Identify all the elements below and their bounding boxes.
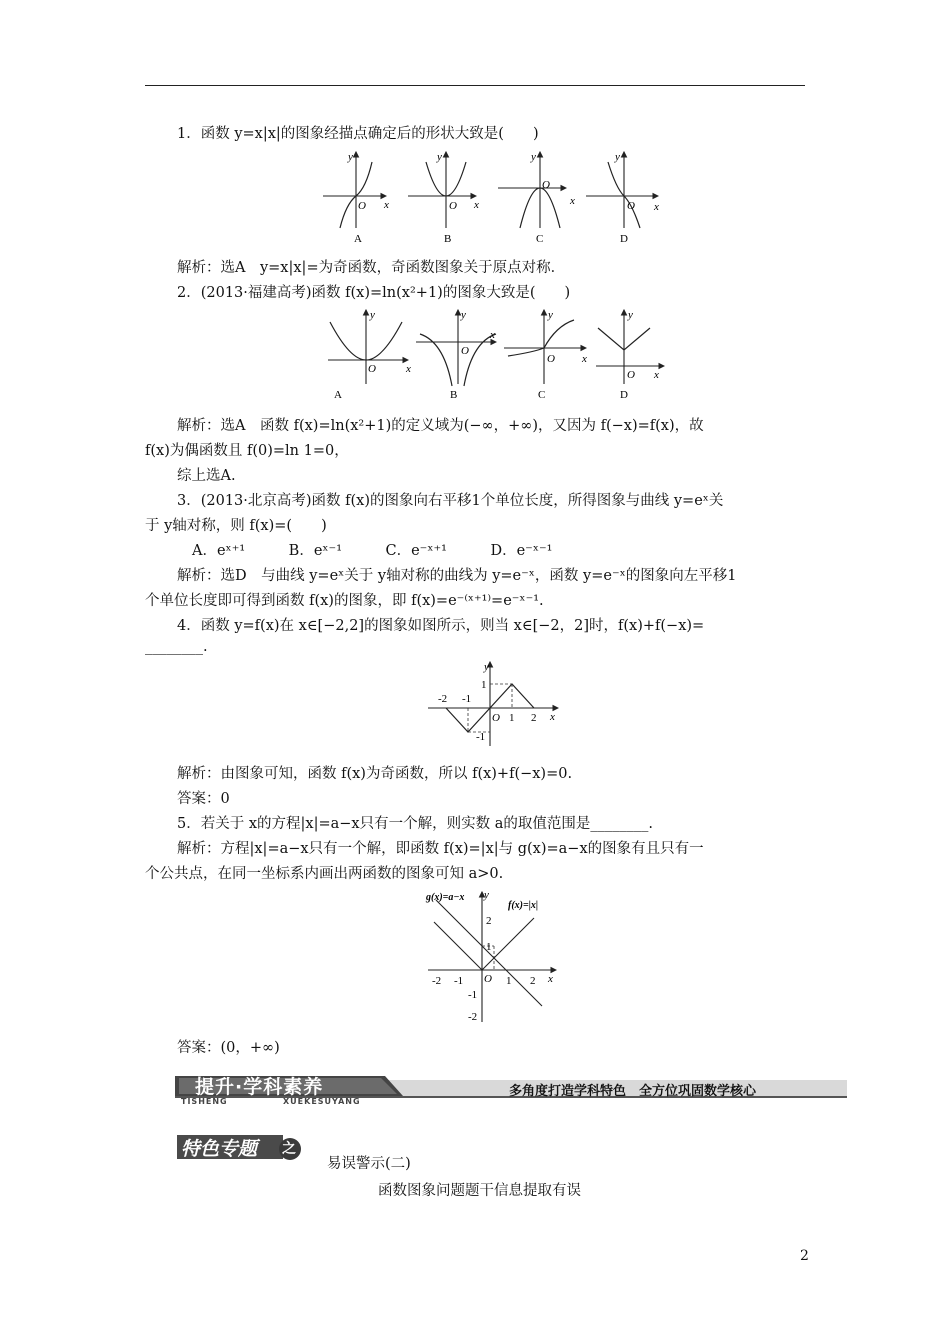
svg-text:A: A bbox=[354, 233, 362, 245]
q3-options: A．eˣ⁺¹ B．eˣ⁻¹ C．e⁻ˣ⁺¹ D．e⁻ˣ⁻¹ bbox=[192, 543, 553, 559]
q2-option-c-graph bbox=[504, 309, 587, 401]
q5-text: 5．若关于 x的方程|x|=a−x只有一个解，则实数 a的取值范围是________. bbox=[177, 816, 653, 832]
q1-text: 1．函数 y=x|x|的图象经描点确定后的形状大致是( ) bbox=[177, 126, 539, 142]
page-number: 2 bbox=[800, 1248, 809, 1264]
svg-text:x: x bbox=[654, 369, 659, 381]
svg-text:y: y bbox=[615, 151, 620, 163]
svg-text:x: x bbox=[550, 711, 555, 723]
svg-text:-2: -2 bbox=[438, 693, 448, 705]
q1-figure bbox=[318, 148, 668, 246]
svg-text:1: 1 bbox=[481, 679, 487, 691]
banner-pinyin-a: TISHENG bbox=[181, 1097, 228, 1106]
special-subtitle: 函数图象问题题干信息提取有误 bbox=[378, 1183, 581, 1199]
a4-text: 解析：由图象可知，函数 f(x)为奇函数，所以 f(x)+f(−x)=0. bbox=[177, 766, 573, 782]
svg-text:A: A bbox=[334, 389, 342, 401]
svg-text:x: x bbox=[548, 973, 553, 985]
a5-text-line1: 解析：方程|x|=a−x只有一个解，即函数 f(x)=|x|与 g(x)=a−x的图象有且只有一 bbox=[177, 841, 704, 857]
svg-text:1: 1 bbox=[509, 712, 515, 724]
svg-text:O: O bbox=[547, 353, 555, 365]
svg-text:O: O bbox=[492, 712, 500, 724]
svg-text:B: B bbox=[444, 233, 452, 245]
a2-text-line3: 综上选A. bbox=[177, 468, 236, 484]
q1-option-c-graph bbox=[498, 151, 575, 245]
svg-text:y: y bbox=[437, 151, 442, 163]
svg-text:2: 2 bbox=[531, 712, 537, 724]
svg-text:2: 2 bbox=[530, 975, 536, 987]
section-banner bbox=[175, 1072, 847, 1108]
special-title: 易误警示(二) bbox=[327, 1156, 411, 1172]
svg-text:O: O bbox=[368, 363, 376, 375]
svg-text:C: C bbox=[538, 389, 546, 401]
q1-option-a-graph bbox=[323, 151, 389, 245]
svg-text:-1: -1 bbox=[462, 693, 472, 705]
a5-text-line2: 个公共点，在同一坐标系内画出两函数的图象可知 a>0. bbox=[145, 866, 504, 882]
svg-text:O: O bbox=[358, 200, 366, 212]
svg-text:O: O bbox=[627, 200, 635, 212]
svg-text:D: D bbox=[620, 389, 628, 401]
q2-option-a-graph bbox=[328, 309, 411, 401]
q1-option-d-graph bbox=[586, 151, 659, 245]
svg-text:2: 2 bbox=[486, 915, 492, 927]
svg-text:y: y bbox=[484, 889, 489, 901]
q2-figure bbox=[324, 306, 668, 402]
svg-text:O: O bbox=[449, 200, 457, 212]
svg-text:y: y bbox=[370, 309, 375, 321]
svg-text:1: 1 bbox=[506, 975, 512, 987]
svg-text:y: y bbox=[628, 309, 633, 321]
svg-text:O: O bbox=[542, 179, 550, 191]
banner-slogan: 多角度打造学科特色 全方位巩固数学核心 bbox=[509, 1084, 757, 1099]
special-topic-tag bbox=[177, 1132, 303, 1162]
svg-text:D: D bbox=[620, 233, 628, 245]
banner-title: 提升·学科素养 bbox=[195, 1076, 324, 1098]
svg-text:y: y bbox=[348, 151, 353, 163]
a3-text-line2: 个单位长度即可得到函数 f(x)的图象，即 f(x)=e⁻⁽ˣ⁺¹⁾=e⁻ˣ⁻¹. bbox=[145, 593, 544, 609]
svg-text:C: C bbox=[536, 233, 544, 245]
a2-text-line1: 解析：选A 函数 f(x)=ln(x²+1)的定义域为(−∞，+∞)，又因为 f(−x)=f(x)，故 bbox=[177, 418, 704, 434]
banner-pinyin-b: XUEKESUYANG bbox=[283, 1097, 361, 1106]
svg-text:x: x bbox=[474, 199, 479, 211]
svg-text:x: x bbox=[384, 199, 389, 211]
svg-text:x: x bbox=[490, 329, 495, 341]
svg-text:B: B bbox=[450, 389, 458, 401]
svg-text:g(x)=a−x: g(x)=a−x bbox=[426, 892, 465, 903]
svg-text:y: y bbox=[461, 309, 466, 321]
q4-text-line1: 4．函数 y=f(x)在 x∈[−2,2]的图象如图所示，则当 x∈[−2，2]时，f(x)+f(−x)= bbox=[177, 618, 705, 634]
svg-text:y: y bbox=[548, 309, 553, 321]
ans4-text: 答案：0 bbox=[177, 791, 230, 807]
svg-text:-1: -1 bbox=[468, 989, 478, 1001]
special-tag-suffix: 之 bbox=[282, 1141, 296, 1157]
q3-text-line1: 3．(2013·北京高考)函数 f(x)的图象向右平移1个单位长度，所得图象与曲线 y=eˣ关 bbox=[177, 493, 724, 509]
svg-text:x: x bbox=[654, 201, 659, 213]
q1-option-b-graph bbox=[408, 151, 479, 245]
header-rule bbox=[145, 85, 805, 86]
ans5-text: 答案：(0，+∞) bbox=[177, 1040, 280, 1056]
special-tag-label: 特色专题 bbox=[181, 1138, 258, 1160]
svg-text:1: 1 bbox=[486, 941, 492, 953]
svg-text:O: O bbox=[484, 973, 492, 985]
q3-text-line2: 于 y轴对称，则 f(x)=( ) bbox=[145, 518, 327, 534]
svg-text:x: x bbox=[582, 353, 587, 365]
svg-text:-2: -2 bbox=[468, 1011, 478, 1023]
q4-figure bbox=[424, 658, 564, 750]
svg-text:f(x)=|x|: f(x)=|x| bbox=[508, 900, 539, 911]
svg-text:O: O bbox=[461, 345, 469, 357]
q5-figure bbox=[424, 888, 564, 1026]
svg-text:O: O bbox=[627, 369, 635, 381]
q2-option-b-graph bbox=[416, 309, 496, 401]
a3-text-line1: 解析：选D 与曲线 y=eˣ关于 y轴对称的曲线为 y=e⁻ˣ，函数 y=e⁻ˣ的图象向左平移1 bbox=[177, 568, 737, 584]
svg-text:x: x bbox=[406, 363, 411, 375]
svg-text:-2: -2 bbox=[432, 975, 442, 987]
svg-text:-1: -1 bbox=[476, 731, 486, 743]
q4-text-line2: ________. bbox=[145, 639, 208, 655]
a1-text: 解析：选A y=x|x|=为奇函数，奇函数图象关于原点对称． bbox=[177, 260, 566, 276]
svg-text:x: x bbox=[570, 195, 575, 207]
q2-text: 2．(2013·福建高考)函数 f(x)=ln(x²+1)的图象大致是( ) bbox=[177, 285, 571, 301]
svg-text:-1: -1 bbox=[454, 975, 464, 987]
a2-text-line2: f(x)为偶函数且 f(0)=ln 1=0， bbox=[145, 443, 349, 459]
svg-text:y: y bbox=[484, 661, 489, 673]
svg-text:y: y bbox=[531, 151, 536, 163]
q2-option-d-graph bbox=[596, 309, 664, 401]
